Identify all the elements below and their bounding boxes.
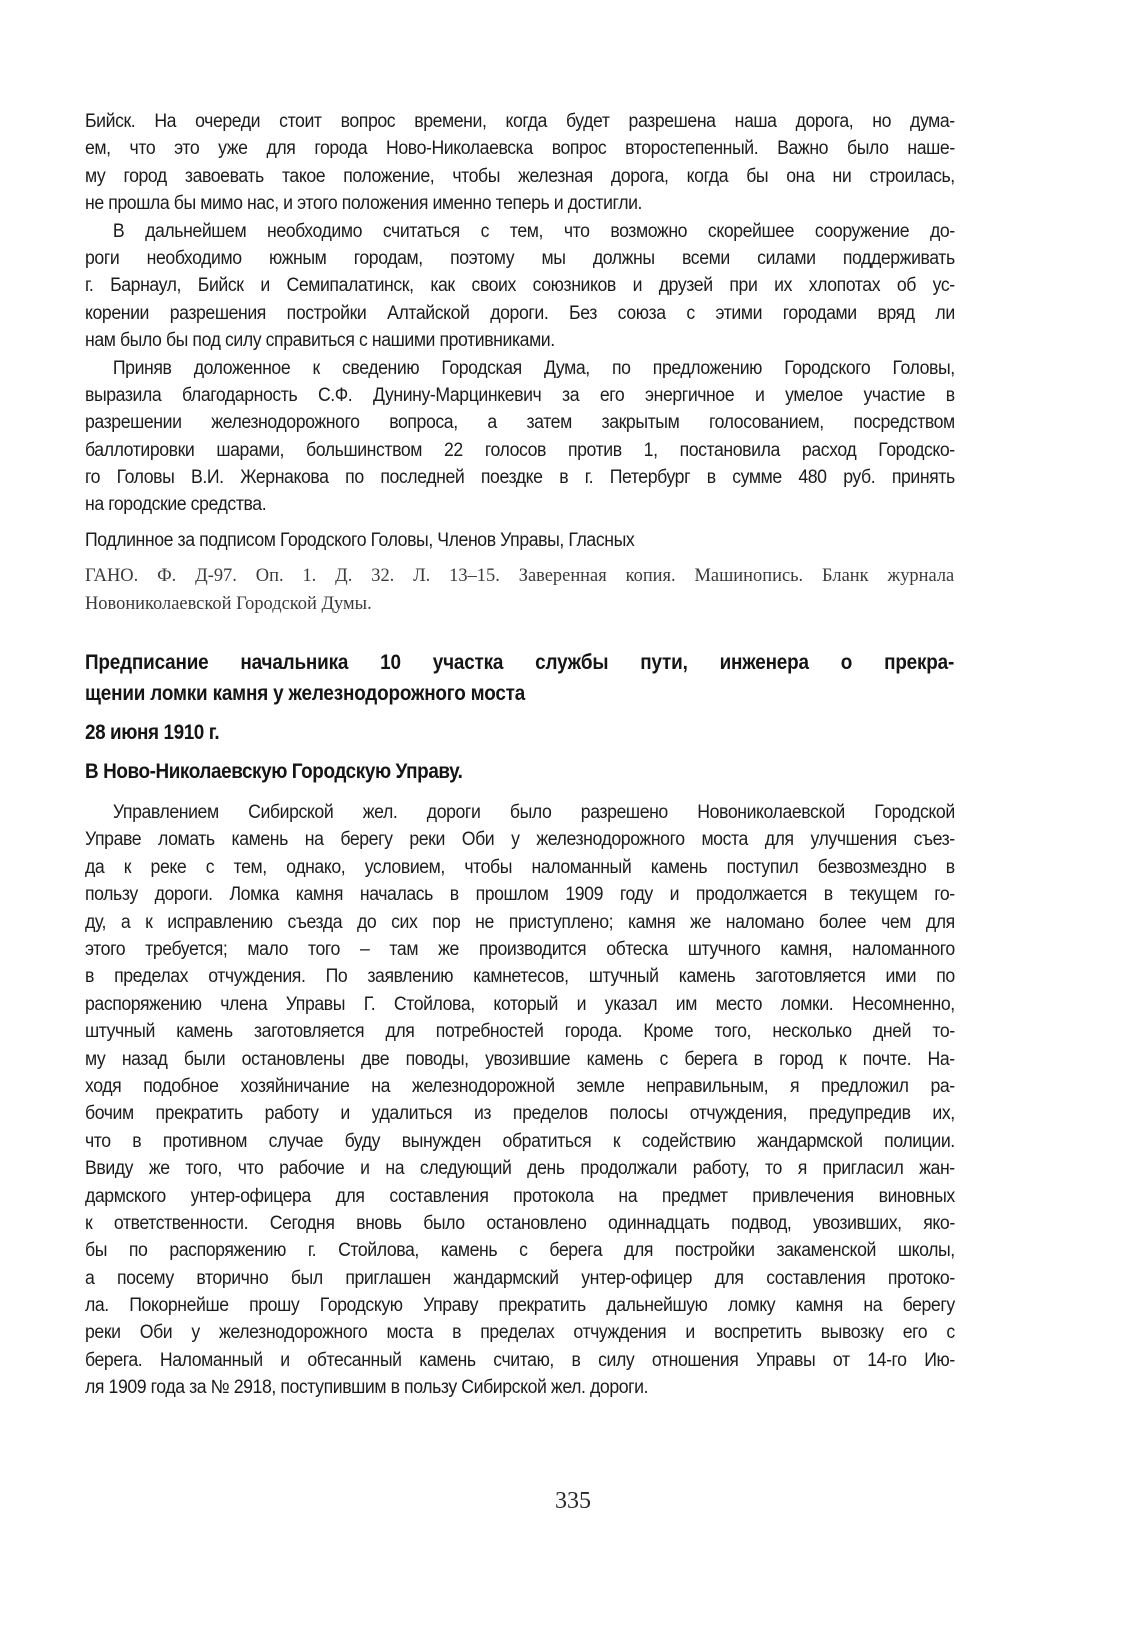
page-number: 335 (555, 1488, 591, 1514)
text-line: Управе ломать камень на берегу реки Оби у железнодорожного моста для улучшения съез- (85, 829, 955, 851)
text-line: баллотировки шарами, большинством 22 голосов против 1, постановила расход Городско- (85, 439, 955, 461)
text-line: му назад были остановлены две поводы, увозившие камень с берега в город к почте. На- (85, 1048, 955, 1070)
addressee-line: В Ново-Николаевскую Городскую Управу. (85, 760, 463, 784)
text-line: этого требуется; мало того – там же производится обтеска штучного камня, наломанного (85, 938, 955, 960)
text-line: а посему вторично был приглашен жандармский унтер-офицер для составления протоко- (85, 1267, 955, 1289)
text-line: ем, что это уже для города Ново-Николаевска вопрос второстепенный. Важно было наше- (85, 138, 955, 160)
document-date (85, 717, 955, 748)
text-line: к ответственности. Сегодня вновь было остановлено одиннадцать подвод, увозивших, яко- (85, 1212, 955, 1234)
text-line: бочим прекратить работу и удалиться из пределов полосы отчуждения, предупредив их, (85, 1103, 955, 1125)
text-line: распоряжению члена Управы Г. Стойлова, который и указал им место ломки. Несомненно, (85, 993, 955, 1015)
text-line: Ввиду же того, что рабочие и на следующий день продолжали работу, то я пригласил жан- (85, 1158, 955, 1180)
text-line: штучный камень заготовляется для потребностей города. Кроме того, несколько дней то- (85, 1021, 955, 1043)
text-line: разрешении железнодорожного вопроса, а затем закрытым голосованием, посредством (85, 412, 955, 434)
archive-source (85, 562, 955, 617)
paragraph-southern-cities (85, 218, 955, 355)
text-line: В дальнейшем необходимо считаться с тем, что возможно скорейшее сооружение до- (112, 220, 955, 242)
text-line: дармского унтер-офицера для составления протокола на предмет привлечения виновных (85, 1185, 955, 1207)
source-line: ГАНО. Ф. Д-97. Оп. 1. Д. 32. Л. 13–15. Заверенная копия. Машинопись. Бланк журнала (85, 565, 955, 587)
text-line: что в противном случае буду вынужден обратиться к содействию жандармской полиции. (85, 1130, 955, 1152)
text-line: ду, а к исправлению съезда до сих пор не приступлено; камня же наломано более чем для (85, 911, 955, 933)
text-line: в пределах отчуждения. По заявлению камнетесов, штучный камень заготовляется ими по (85, 966, 955, 988)
text-line: роги необходимо южным городам, поэтому мы должны всеми силами поддерживать (85, 247, 955, 269)
text-line: ходя подобное хозяйничание на железнодорожной земле неправильным, я предложил ра- (85, 1075, 955, 1097)
document-page (85, 108, 955, 1402)
source-line: Новониколаевской Городской Думы. (85, 592, 372, 614)
text-line: да к реке с тем, однако, условием, чтобы наломанный камень поступил безвозмездно в (85, 856, 955, 878)
text-line: не прошла бы мимо нас, и этого положения именно теперь и достигли. (85, 193, 643, 215)
text-line: корении разрешения постройки Алтайской дороги. Без союза с этими городами вряд ли (85, 302, 955, 324)
signature-note (85, 527, 955, 554)
text-line: г. Барнаул, Бийск и Семипалатинск, как своих союзников и друзей при их хлопотах об ус- (85, 275, 955, 297)
text-line: бы по распоряжению г. Стойлова, камень с берега для постройки закаменской школы, (85, 1240, 955, 1262)
document-addressee (85, 756, 955, 787)
date-line: 28 июня 1910 г. (85, 721, 220, 745)
document-title (85, 647, 955, 709)
document-body (85, 799, 955, 1402)
text-line: му город завоевать такое положение, чтобы железная дорога, когда бы она ни строилась, (85, 165, 955, 187)
text-line: нам было бы под силу справиться с нашими противниками. (85, 330, 555, 352)
paragraph-continuation (85, 108, 955, 218)
text-line: Управлением Сибирской жел. дороги было разрешено Новониколаевской Городской (112, 802, 955, 824)
text-line: берега. Наломанный и обтесанный камень считаю, в силу отношения Управы от 14-го Ию- (85, 1349, 955, 1371)
paragraph-duma-resolution (85, 355, 955, 519)
text-line: ла. Покорнейше прошу Городскую Управу прекратить дальнейшую ломку камня на берегу (85, 1295, 955, 1317)
title-line: Предписание начальника 10 участка службы пути, инженера о прекра- (85, 651, 955, 675)
text-line: Приняв доложенное к сведению Городская Дума, по предложению Городского Головы, (112, 357, 955, 379)
text-line: на городские средства. (85, 494, 267, 516)
text-line: выразила благодарность С.Ф. Дунину-Марцинкевич за его энергичное и умелое участие в (85, 384, 955, 406)
text-line: реки Оби у железнодорожного моста в пределах отчуждения и воспретить вывозку его с (85, 1322, 955, 1344)
text-line: Бийск. На очереди стоит вопрос времени, когда будет разрешена наша дорога, но дума- (85, 111, 955, 132)
text-line: ля 1909 года за № 2918, поступившим в пользу Сибирской жел. дороги. (85, 1377, 649, 1399)
text-line: пользу дороги. Ломка камня началась в прошлом 1909 году и продолжается в текущем го- (85, 884, 955, 906)
title-line: щении ломки камня у железнодорожного моста (85, 682, 526, 706)
signature-line: Подлинное за подписом Городского Головы, Членов Управы, Гласных (85, 529, 635, 551)
text-line: го Головы В.И. Жернакова по последней поездке в г. Петербург в сумме 480 руб. принять (85, 467, 955, 489)
